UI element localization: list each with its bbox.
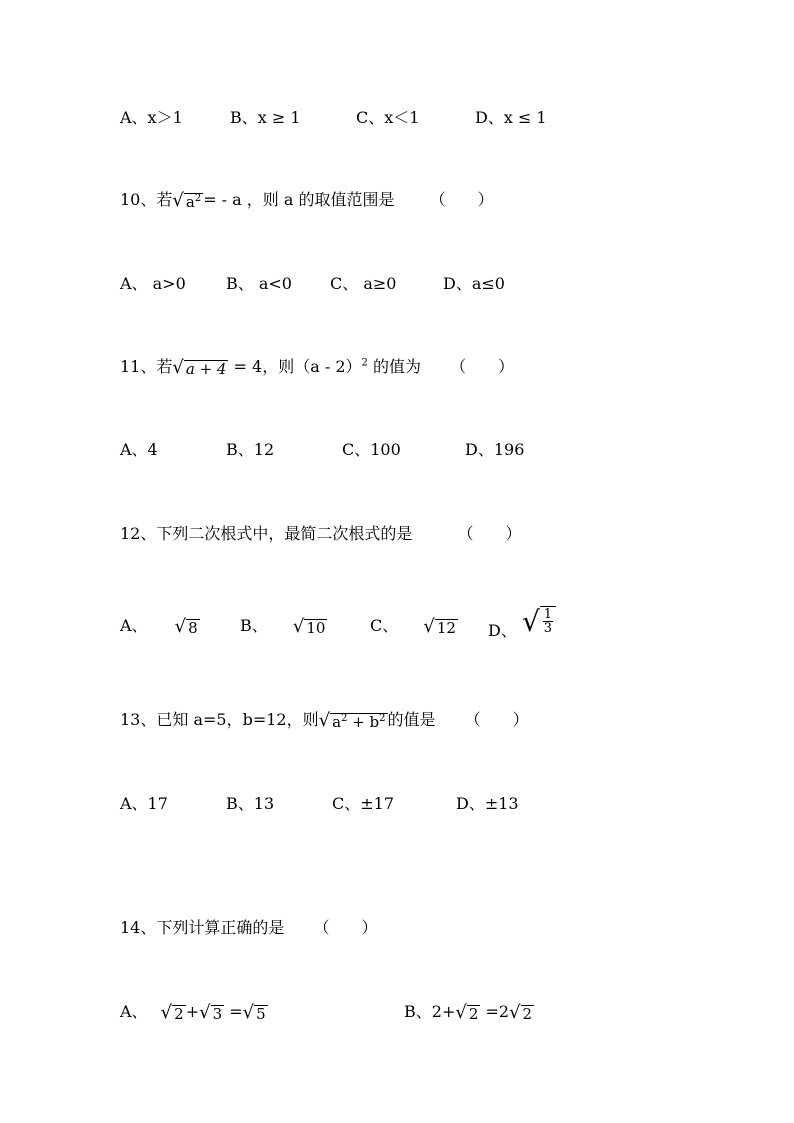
q14-question xyxy=(120,918,377,938)
q12-option-c-radicand: 12 xyxy=(436,618,456,637)
q14-option-a-plus: + xyxy=(185,1002,200,1021)
q14-option-b-radical-2: √ 2 xyxy=(509,1001,533,1023)
q10-option-d: D、a≤0 xyxy=(443,274,505,293)
q10-radicand: a xyxy=(185,192,195,211)
q11-radical: √ a + 4 xyxy=(172,356,227,378)
q13-exponent-b: 2 xyxy=(379,712,386,724)
q12-option-a-label: A、 xyxy=(120,616,148,635)
q14-option-a-label: A、 xyxy=(120,1002,148,1021)
q10-option-b: B、 a<0 xyxy=(226,274,292,293)
q14-option-a-radicand-1: 2 xyxy=(174,1004,184,1023)
q14-option-a-radicand-2: 3 xyxy=(212,1004,223,1023)
q12-option-b-radicand: 10 xyxy=(306,618,326,637)
q9-option-c: C、x＜1 xyxy=(356,108,420,127)
q13-radicand-a: a xyxy=(332,712,342,731)
q14-option-a-radical-1: √ 2 xyxy=(160,1001,184,1023)
q11-option-c: C、100 xyxy=(342,440,401,459)
q12-option-b-label: B、 xyxy=(240,616,268,635)
q13-question xyxy=(120,710,529,730)
q13-suffix: 的值是 xyxy=(387,710,436,729)
q14-option-b-radical-1: √ 2 xyxy=(455,1001,479,1023)
q14-option-a-radical-3: √ 5 xyxy=(242,1001,266,1023)
q13-option-b: B、13 xyxy=(226,794,275,813)
q12-option-d-label: D、 xyxy=(488,620,517,640)
q11-option-a: A、4 xyxy=(120,440,158,459)
q14-option-b-radicand-2: 2 xyxy=(522,1004,533,1023)
q14-option-a-radicand-3: 5 xyxy=(256,1004,266,1023)
q12-text: 12、下列二次根式中，最简二次根式的是 xyxy=(120,524,413,543)
q13-option-a: A、17 xyxy=(120,794,168,813)
q12-option-d xyxy=(488,605,556,640)
q12-option-c-radical: √ 12 xyxy=(423,615,456,637)
q14-option-b-equals: =2 xyxy=(480,1002,510,1021)
q12-question xyxy=(120,524,521,544)
q12-option-d-denominator: 3 xyxy=(543,621,553,636)
q12-option-a-radical: √ 8 xyxy=(174,615,198,637)
q12-option-c xyxy=(370,616,458,636)
q11-suffix: 的值为 xyxy=(367,357,421,376)
q11-option-b: B、12 xyxy=(226,440,275,459)
q9-option-b: B、x ≥ 1 xyxy=(230,108,301,127)
q11-prefix: 11、若 xyxy=(120,357,173,376)
q12-option-b-radical: √ 10 xyxy=(292,615,326,637)
q11-middle: = 4，则（a - 2） xyxy=(228,357,362,376)
q9-option-d: D、x ≤ 1 xyxy=(475,108,547,127)
q13-option-d: D、±13 xyxy=(456,794,519,813)
q10-option-a: A、 a>0 xyxy=(120,274,186,293)
q10-answer-paren[interactable]: （ ） xyxy=(429,190,494,209)
q10-prefix: 10、若 xyxy=(120,190,173,209)
q13-radical: √ $a^2 + b^2$ xyxy=(318,709,386,731)
q12-option-a xyxy=(120,616,200,636)
q10-radical: √ $a^2$ xyxy=(172,189,202,211)
q14-option-a xyxy=(120,1002,268,1022)
q11-exponent: 2 xyxy=(361,357,368,369)
q10-middle: = - a ，则 a 的取值范围是 xyxy=(203,190,395,209)
q11-question xyxy=(120,357,514,377)
q12-answer-paren[interactable]: （ ） xyxy=(457,524,522,543)
q12-option-d-radical: √ $\frac{1}{3}$ xyxy=(522,606,556,636)
q14-text: 14、下列计算正确的是 xyxy=(120,918,285,937)
q12-option-d-numerator: 1 xyxy=(543,607,553,622)
q14-option-a-radical-2: √ 3 xyxy=(199,1001,223,1023)
q14-option-b-label: B、2+ xyxy=(404,1002,456,1021)
q14-option-a-equals: = xyxy=(224,1002,243,1021)
q10-question xyxy=(120,190,494,210)
q9-option-a: A、x＞1 xyxy=(120,108,183,127)
q13-prefix: 13、已知 a=5，b=12，则 xyxy=(120,710,319,729)
q12-option-c-label: C、 xyxy=(370,616,399,635)
q13-radicand-plus-b: + b xyxy=(347,712,380,731)
q12-option-b xyxy=(240,616,327,636)
q11-option-d: D、196 xyxy=(465,440,525,459)
q12-option-a-radicand: 8 xyxy=(188,618,198,637)
q11-radicand: a + 4 xyxy=(185,359,227,378)
q14-option-b xyxy=(404,1002,534,1022)
q13-option-c: C、±17 xyxy=(332,794,395,813)
q14-option-b-radicand-1: 2 xyxy=(468,1004,479,1023)
q13-exponent-a: 2 xyxy=(341,712,348,724)
q11-answer-paren[interactable]: （ ） xyxy=(450,357,515,376)
q14-answer-paren[interactable]: （ ） xyxy=(313,918,378,937)
q10-option-c: C、 a≥0 xyxy=(330,274,397,293)
q10-exponent: 2 xyxy=(194,192,202,204)
q12-option-d-fraction xyxy=(543,608,553,635)
q13-answer-paren[interactable]: （ ） xyxy=(464,710,529,729)
